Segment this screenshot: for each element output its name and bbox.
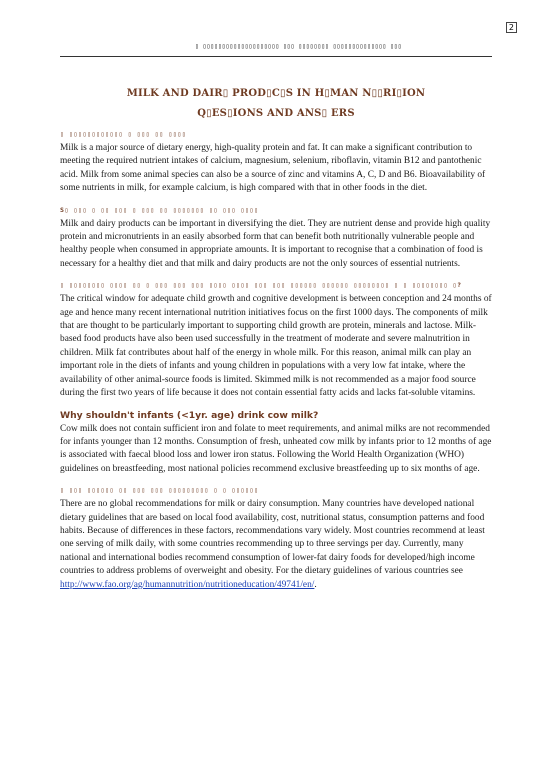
header-divider — [60, 56, 492, 57]
question-heading: ▯ ▯▯▯ ▯▯▯▯▯▯ ▯▯ ▯▯▯ ▯▯▯ ▯▯▯▯▯▯▯▯▯ ▯ ▯ ▯▯▯▯▯▯ — [60, 486, 259, 495]
title-line-2: Q▯ES▯IONS AND ANS▯ ERS — [197, 108, 355, 119]
answer-text: There are no global recommendations for milk or dairy consumption. Many countries have developed national dietary guidelines that are based on local food availability, cost, nutritional status, consumption patterns and food habits. Because of differences in these factors, recommendations vary widely. Most countries recommend at least one serving of milk daily, with some countries recommending up to three servings per day. Currently, many national and international bodies recommend consumption of lower-fat dairy foods for developed/high income countries to address problems of overweight and obesity. For the dietary guidelines of various countries see — [60, 499, 485, 577]
qa-section-4 — [60, 409, 492, 477]
running-header: ▯ ▯▯▯▯▯▯▯▯▯▯▯▯▯▯▯▯▯▯▯▯ ▯▯▯ ▯▯▯▯▯▯▯▯ ▯▯▯▯▯▯▯▯▯▯▯▯▯▯ ▯▯▯ — [195, 43, 402, 50]
answer-paragraph: Milk is a major source of dietary energy, high-quality protein and fat. It can make a significant contribution to meeting the required nutrient intakes of calcium, magnesium, selenium, riboflavin, vitamin B12 and pantothenic acid. Milk from some animal species can also be a source of zinc and vitamins A, C, D and B6. Bioavailability of some nutrients in milk, for example calcium, is high compared with that in other foods in the diet. — [60, 143, 486, 194]
answer-paragraph — [60, 498, 492, 592]
question-heading: Why shouldn't infants (<1yr. age) drink cow milk? — [60, 409, 319, 421]
answer-paragraph: Cow milk does not contain sufficient iron and folate to meet requirements, and animal milks are not recommended for infants younger than 12 months. Consumption of fresh, unheated cow milk by infants prior to 12 months of age is associated with faecal blood loss and lower iron status. Following the World Health Organization (WHO) guidelines on breastfeeding, most national policies recommend exclusive breastfeeding up to six months of age. — [60, 423, 492, 474]
qa-section-5 — [60, 484, 492, 592]
answer-paragraph: The critical window for adequate child growth and cognitive development is between conception and 24 months of age and hence many recent international nutrition initiatives focus on the first 1000 days. The components of milk that are thought to be particularly important to supporting child growth are protein, minerals and lactose. Milk-based food products have also been used successfully in the treatment of moderate and severe malnutrition in children. Milk fat contributes about half of the energy in whole milk. For this reason, animal milk can play an important role in the diets of infants and young children in populations with a very low fat intake, where the availability of other animal-source foods is limited. Skimmed milk is not recommended as a major food source during the first two years of life because it does not contain essential fatty acids and lacks fat-soluble vitamins. — [60, 294, 492, 399]
question-heading: ▯ ▯▯▯▯▯▯▯▯ ▯▯▯▯ ▯▯ ▯ ▯▯▯ ▯▯▯ ▯▯▯ ▯▯▯▯ ▯▯▯▯ ▯▯▯ ▯▯▯ ▯▯▯▯▯▯ ▯▯▯▯▯▯ ▯▯▯▯▯▯▯▯ ▯ ▯ ▯▯▯▯▯▯▯▯ ▯? — [60, 281, 462, 290]
question-heading: ▯ ▯▯▯▯▯▯▯▯▯▯▯▯ ▯ ▯▯▯ ▯▯ ▯▯▯▯ — [60, 130, 187, 138]
link-suffix: . — [314, 579, 317, 590]
qa-section-3 — [60, 279, 492, 400]
fao-guidelines-link[interactable]: http://www.fao.org/ag/humannutrition/nutritioneducation/49741/en/ — [60, 579, 315, 590]
document-title — [60, 84, 492, 124]
question-heading: S▯ ▯▯▯ ▯ ▯▯ ▯▯▯ ▯ ▯▯▯ ▯▯ ▯▯▯▯▯▯▯ ▯▯ ▯▯▯ ▯▯▯▯ — [60, 205, 259, 214]
qa-section-1 — [60, 128, 492, 196]
qa-content — [60, 128, 492, 600]
page-number: 2 — [506, 22, 517, 33]
qa-section-2 — [60, 204, 492, 272]
title-line-1: MILK AND DAIR▯ PROD▯C▯S IN H▯MAN N▯▯RI▯ION — [126, 88, 426, 99]
answer-paragraph: Milk and dairy products can be important in diversifying the diet. They are nutrient dense and provide high quality protein and micronutrients in an easily absorbed form that can benefit both nutritionally vulnerable people and healthy people when consumed in appropriate amounts. It is important to recognise that a combination of food is necessary for a healthy diet and that milk and dairy products are not the only sources of essential nutrients. — [60, 218, 491, 269]
